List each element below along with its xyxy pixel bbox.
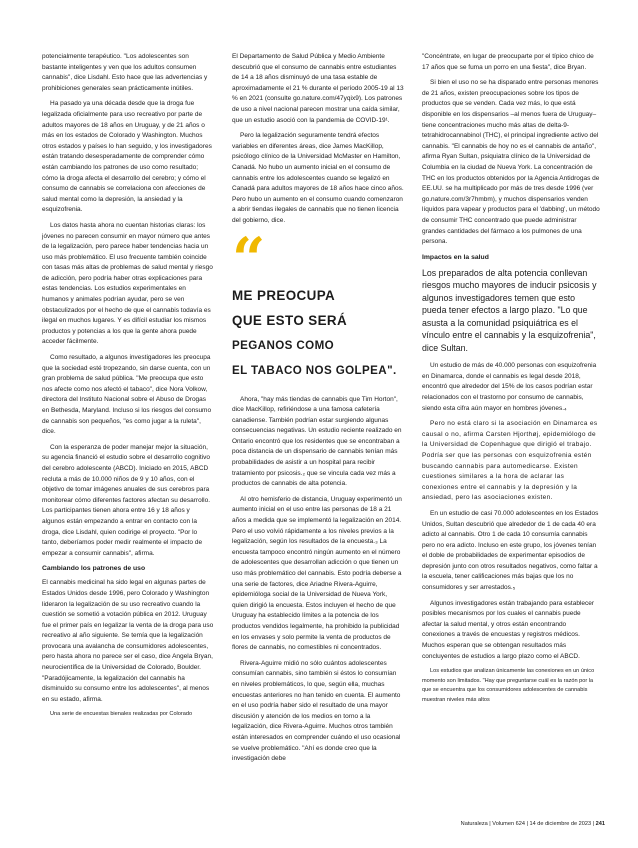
pull-quote-line: PEGANOS COMO (232, 338, 335, 352)
paragraph: "Concéntrate, en lugar de preocuparte por el típico chico de 17 años que se fuma un porro en una fiesta", dice Bryan. (422, 53, 594, 71)
lead-paragraph: Los preparados de alta potencia conllevan riesgos mucho mayores de inducir psicosis y algunos investigadores temen que esto pueda tener efectos a largo plazo. "Lo que asusta a la comunidad psiquiátrica es el vínculo entre el cannabis y la esquizofrenia", dice Sultan. (422, 267, 597, 353)
page-footer: Naturaleza | Volumen 624 | 14 de diciembre de 2023 | 241 (460, 821, 605, 827)
paragraph: potencialmente terapéutico. "Los adolescentes son bastante inteligentes y ven que los adultos consumen cannabis", dice Lisdahl. Esto hace que las advertencias y prohibiciones generales sean prácticamente inútiles. (42, 53, 208, 92)
paragraph: Si bien el uso no se ha disparado entre personas menores de 21 años, existen preocupaciones sobre los tipos de productos que se venden. Cada vez más, lo que está disponible en los dispensarios –al menos fuera de Uruguay– tiene concentraciones mucho más altas de delta-9-tetrahidrocannabinol (THC), el principal ingrediente activo del cannabis. "El cannabis de hoy no es el cannabis de antaño", afirma Ryan Sultan, psiquiatra clínico de la Universidad de Columbia en la ciudad de Nueva York. La concentración de THC en los productos obtenidos por la Agencia Antidrogas de EE.UU. se ha multiplicado por más de tres desde 1996 (ver go.nature.com/3r7hmbm), y muchos dispensarios venden líquidos para vapear y productos para el 'dabbing', un método de consumir THC concentrado que puede administrar grandes cantidades del fármaco a los pulmones de una persona. (422, 79, 600, 246)
paragraph: En un estudio de casi 70.000 adolescentes en los Estados Unidos, Sultan descubrió que alrededor de 1 de cada 40 era adicto al cannabis. Otro 1 de cada 10 consumía cannabis pero no era adicto. Incluso en este grupo, los jóvenes tenían el doble de probabilidades de experimentar episodios de depresión junto con otros resultados negativos, como faltar a la escuela, tener calificaciones más bajas que los no consumidores y ser arrestados.₅ (422, 509, 599, 592)
pull-quote-line: EL TABACO NOS GOLPEA". (232, 363, 397, 377)
pull-quote (232, 283, 404, 383)
issue-date: 14 de diciembre de 2023 (529, 821, 592, 827)
page-number: 241 (595, 821, 605, 827)
column-right (422, 52, 600, 706)
pull-quote-line: QUE ESTO SERÁ (232, 312, 348, 328)
paragraph: Los estudios que analizan únicamente las conexiones en un único momento son limitados. "Hay que preguntarse cuál es la razón por la que se encuentra que los consumidores adolescentes de cannabis muestran niveles más altos (422, 668, 595, 703)
paragraph: Rivera-Aguirre midió no sólo cuántos adolescentes consumían cannabis, sino también si éstos lo consumían en niveles problemáticos, lo que, según ella, muchas encuestas anteriores no han tenido en cuenta. El aumento en el uso podría haber sido el resultado de una mayor discusión y atención de los medios en torno a la legalización, dice Rivera-Aguirre. Muchos otros también están interesados en comprender cuándo el uso ocasional se vuelve problemático. "Ahí es donde creo que la investigación debe (232, 659, 401, 763)
volume: Volumen 624 (492, 821, 525, 827)
paragraph: Ha pasado ya una década desde que la droga fue legalizada oficialmente para uso recreativo por parte de adultos mayores de 18 años en Uruguay, y de 21 años o más en los estados de Colorado y Washington. Muchos otros estados y países lo han seguido, y los investigadores están tratando desesperadamente de comprender cómo están cambiando los patrones de uso como resultado; cómo la droga afecta el desarrollo del cerebro; y cómo el consumo de cannabis se correlaciona con afecciones de salud mental como la depresión, la ansiedad y la esquizofrenia. (42, 100, 212, 214)
paragraph: Pero la legalización seguramente tendrá efectos variables en diferentes áreas, dice James MacKillop, psicólogo clínico de la Universidad McMaster en Hamilton, Canadá. No hubo un aumento inicial en el consumo de cannabis entre los adolescentes cuando se legalizó en Canadá para adultos mayores de 18 años hace cinco años. Pero hubo un aumento en el consumo cuando comenzaron a abrir tiendas ilegales de cannabis que no tienen licencia del gobierno, dice. (232, 132, 404, 224)
paragraph: Ahora, "hay más tiendas de cannabis que Tim Horton", dice MacKillop, refiriéndose a una famosa cafetería canadiense. También podrían estar surgiendo algunas consecuencias negativas. Un estudio reciente realizado en Ontario encontró que los residentes que se encontraban a poca distancia de un dispensario de cannabis tenían más probabilidades de asistir a un hospital para recibir tratamiento por psicosis.₂ que se vincula cada vez más a productos de cannabis de alta potencia. (232, 395, 402, 488)
column-middle (232, 52, 404, 770)
section-heading: Cambiando los patrones de uso (42, 565, 146, 573)
paragraph: Los datos hasta ahora no cuentan historias claras: los jóvenes no parecen consumir en mayor número que antes de la legalización, pero parece haber tendencias hacia un uso más problemático. El uso frecuente también coincide con tasas más altas de problemas de salud mental y riesgo de adicción, pero podría haber otras explicaciones para estas tendencias. Los estudios experimentales en humanos y animales podrían ayudar, pero se ven obstaculizados por el hecho de que el cannabis todavía es ilegal en muchos lugares. Y es difícil estudiar los mismos productos y potencias a los que la gente ahora puede acceder fácilmente. (42, 221, 213, 346)
section-heading: Impactos en la salud (422, 253, 489, 261)
column-left (42, 52, 214, 720)
journal-name: Naturaleza (460, 821, 488, 827)
paragraph: Algunos investigadores están trabajando para establecer posibles mecanismos por los cuales el cannabis puede afectar la salud mental, y otros están encontrando conexiones a través de encuestas y registros médicos. Muchos esperan que se obtengan resultados más concluyentes de estudios a largo plazo como el ABCD. (422, 599, 595, 660)
paragraph: El Departamento de Salud Pública y Medio Ambiente descubrió que el consumo de cannabis entre estudiantes de 14 a 18 años disminuyó de una tasa estable de aproximadamente el 21 % durante el período 2005-19 al 13 % en 2021 (consulte go.nature.com/47yqix9). Los patrones de uso a nivel nacional parecen mostrar una caída similar, que un estudio asoció con la pandemia de COVID-19¹. (232, 53, 404, 124)
paragraph: Al otro hemisferio de distancia, Uruguay experimentó un aumento inicial en el uso entre las personas de 18 a 21 años a medida que se implementó la legalización en 2014. Pero el uso volvió rápidamente a los niveles previos a la legalización, según los resultados de la encuesta.₃ La encuesta tampoco encontró ningún aumento en el número de adolescentes que desarrollan adicción o que tienen un uso más problemático del cannabis. Esto podría deberse a una serie de factores, dice Ariadne Rivera-Aguirre, epidemióloga social de la Universidad de Nueva York, quien dirigió la encuesta. Estos incluyen el hecho de que Uruguay ha establecido límites a la potencia de los productos vendidos legalmente, ha prohibido la publicidad en los envases y solo permite la venta de productos de flores de cannabis, no comestibles ni concentrados. (232, 495, 402, 652)
paragraph: Con la esperanza de poder manejar mejor la situación, su agencia financió el estudio sobre el desarrollo cognitivo del cerebro adolescente (ABCD). Iniciado en 2015, ABCD recluta a más de 10.000 niños de 9 y 10 años, con el objetivo de tomar imágenes anuales de sus cerebros para monitorear cómo diferentes factores afectan su desarrollo. Los participantes tienen ahora entre 16 y 18 años y algunos están empezando a entrar en contacto con la droga, dice Lisdahl, quien codirige el proyecto. "Por lo tanto, deberíamos poder medir realmente el impacto de empezar a consumir cannabis", afirma. (42, 443, 211, 557)
paragraph: Pero no está claro si la asociación en Dinamarca es causal o no, afirma Carsten Hjorthøj, epidemiólogo de la Universidad de Copenhague que dirigió el trabajo. Podría ser que las personas con esquizofrenia estén buscando cannabis para automedicarse. Existen cuestiones similares a la hora de aclarar las conexiones entre el cannabis y la depresión y la ansiedad, pero las asociaciones existen. (422, 420, 598, 502)
quote-mark-icon: “ (232, 224, 266, 293)
paragraph: Como resultado, a algunos investigadores les preocupa que la sociedad esté tropezando, sin darse cuenta, con un gran problema de salud pública. "Me preocupa que esto nos afecte como nos afectó el tabaco", dice Nora Volkow, directora del Instituto Nacional sobre el Abuso de Drogas en Bethesda, Maryland. Incluso si los riesgos del consumo de cannabis son pequeños, "es como jugar a la ruleta", dice. (42, 354, 212, 436)
paragraph: Un estudio de más de 40.000 personas con esquizofrenia en Dinamarca, donde el cannabis es legal desde 2018, encontró que alrededor del 15% de los casos podrían estar relacionados con el trastorno por consumo de cannabis, siendo esta cifra aún mayor en hombres jóvenes.₄ (422, 362, 597, 412)
pull-quote-line: ME PREOCUPA (232, 287, 336, 303)
paragraph: El cannabis medicinal ha sido legal en algunas partes de Estados Unidos desde 1996, pero Colorado y Washington lideraron la legalización de su uso recreativo cuando la cuestión se sometió a votación pública en 2012. Uruguay fue el primer país en legalizar la venta de la droga para uso recreativo al año siguiente. Se temía que la legalización provocara una avalancha de consumidores adolescentes, pero hasta ahora no parece ser el caso, dice Angela Bryan, neurocientífica de la Universidad de Colorado, Boulder. "Paradójicamente, la legalización del cannabis ha disminuido su consumo entre los adolescentes", al menos en su estado, afirma. (42, 579, 214, 703)
paragraph: Una serie de encuestas bienales realizadas por Colorado (50, 711, 193, 718)
